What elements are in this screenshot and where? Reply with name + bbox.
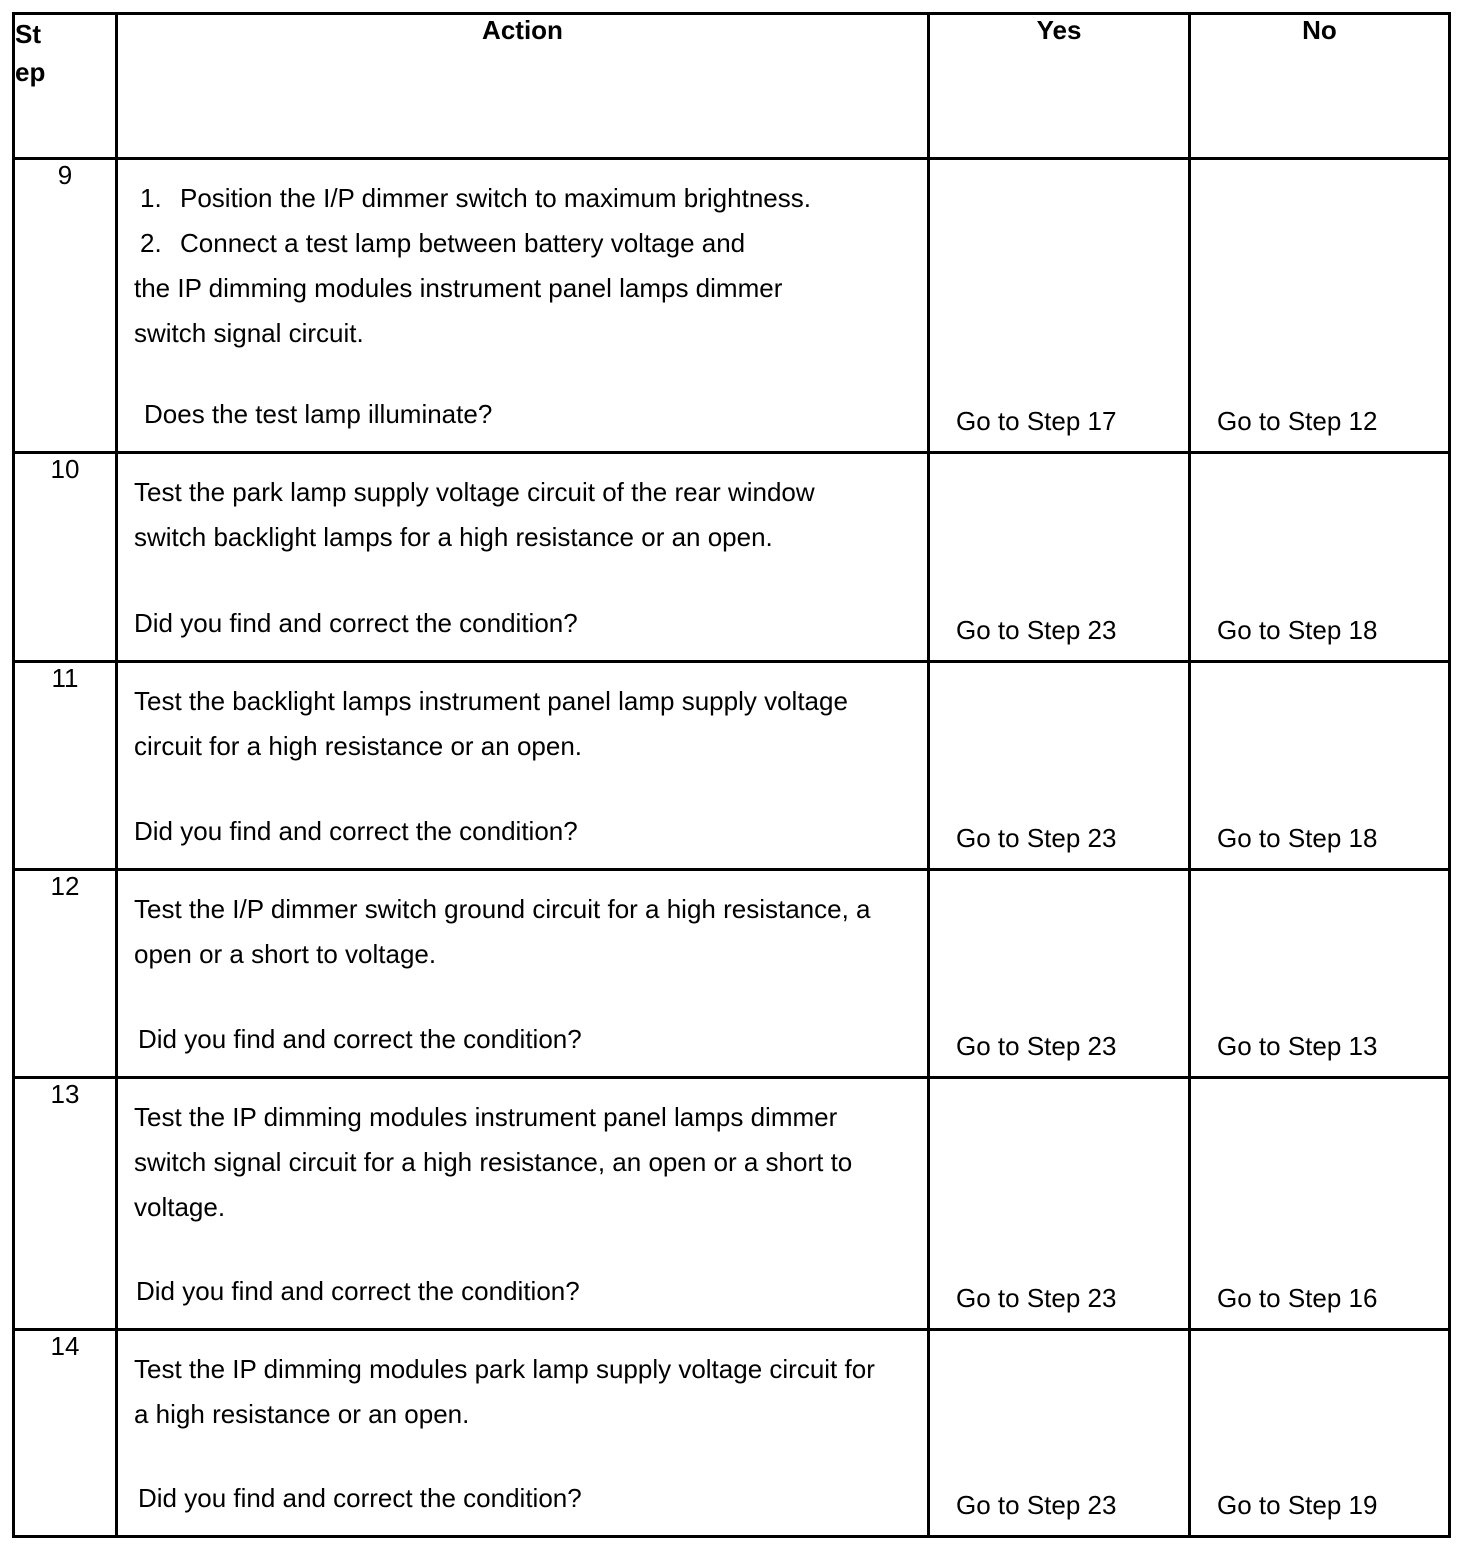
action-cell [117,453,929,662]
no-link: Go to Step 16 [1217,1283,1378,1313]
header-yes: Yes [929,14,1190,159]
step-number: 12 [14,870,117,1078]
table-row [14,1330,1450,1537]
question-text: Did you find and correct the condition? [134,816,578,846]
header-step-line2: ep [15,57,46,87]
no-cell [1190,662,1450,870]
action-list [134,176,887,266]
table-row [14,1078,1450,1330]
no-cell [1190,1330,1450,1537]
question-text: Did you find and correct the condition? [136,1276,580,1306]
header-no: No [1190,14,1450,159]
yes-link: Go to Step 17 [956,406,1117,436]
header-action: Action [117,14,929,159]
yes-link: Go to Step 23 [956,615,1117,645]
no-cell [1190,870,1450,1078]
step-number: 10 [14,453,117,662]
no-cell [1190,1078,1450,1330]
no-link: Go to Step 13 [1217,1031,1378,1061]
action-cell [117,1330,929,1537]
table-row [14,870,1450,1078]
diagnostic-table [12,12,1451,1538]
no-link: Go to Step 12 [1217,406,1378,436]
header-row [14,14,1450,159]
yes-link: Go to Step 23 [956,1031,1117,1061]
no-link: Go to Step 19 [1217,1490,1378,1520]
yes-link: Go to Step 23 [956,823,1117,853]
list-number: 2. [140,228,162,258]
no-link: Go to Step 18 [1217,823,1378,853]
yes-cell [929,1078,1190,1330]
step-number: 9 [14,159,117,453]
no-link: Go to Step 18 [1217,615,1378,645]
question-text: Did you find and correct the condition? [138,1024,582,1054]
yes-link: Go to Step 23 [956,1490,1117,1520]
yes-cell [929,870,1190,1078]
action-cell [117,870,929,1078]
question-text: Did you find and correct the condition? [134,608,578,638]
table-row [14,453,1450,662]
action-text: Test the IP dimming modules park lamp supply voltage circuit for a high resistance or an open. [134,1354,875,1429]
no-cell [1190,159,1450,453]
yes-cell [929,453,1190,662]
action-text: Test the backlight lamps instrument panel lamp supply voltage circuit for a high resistance or an open. [134,686,848,761]
question-text: Does the test lamp illuminate? [144,399,493,429]
list-item [134,176,887,221]
action-text: Test the park lamp supply voltage circuit of the rear window switch backlight lamps for a high resistance or an open. [134,477,815,552]
table-row [14,662,1450,870]
action-continuation: the IP dimming modules instrument panel lamps dimmer switch signal circuit. [134,273,783,348]
step-number: 13 [14,1078,117,1330]
yes-cell [929,662,1190,870]
yes-cell [929,1330,1190,1537]
list-text: Position the I/P dimmer switch to maximum brightness. [180,183,811,213]
list-text: Connect a test lamp between battery voltage and [180,228,746,258]
action-cell [117,1078,929,1330]
action-cell [117,159,929,453]
header-step [14,14,117,159]
action-text: Test the I/P dimmer switch ground circuit for a high resistance, a open or a short to voltage. [134,894,871,969]
step-number: 11 [14,662,117,870]
list-number: 1. [140,183,162,213]
list-item [134,221,887,266]
action-cell [117,662,929,870]
action-text: Test the IP dimming modules instrument panel lamps dimmer switch signal circuit for a high resistance, an open or a short to voltage. [134,1102,853,1222]
yes-cell [929,159,1190,453]
header-step-line1: St [15,19,41,49]
yes-link: Go to Step 23 [956,1283,1117,1313]
no-cell [1190,453,1450,662]
table-row [14,159,1450,453]
step-number: 14 [14,1330,117,1537]
question-text: Did you find and correct the condition? [138,1483,582,1513]
